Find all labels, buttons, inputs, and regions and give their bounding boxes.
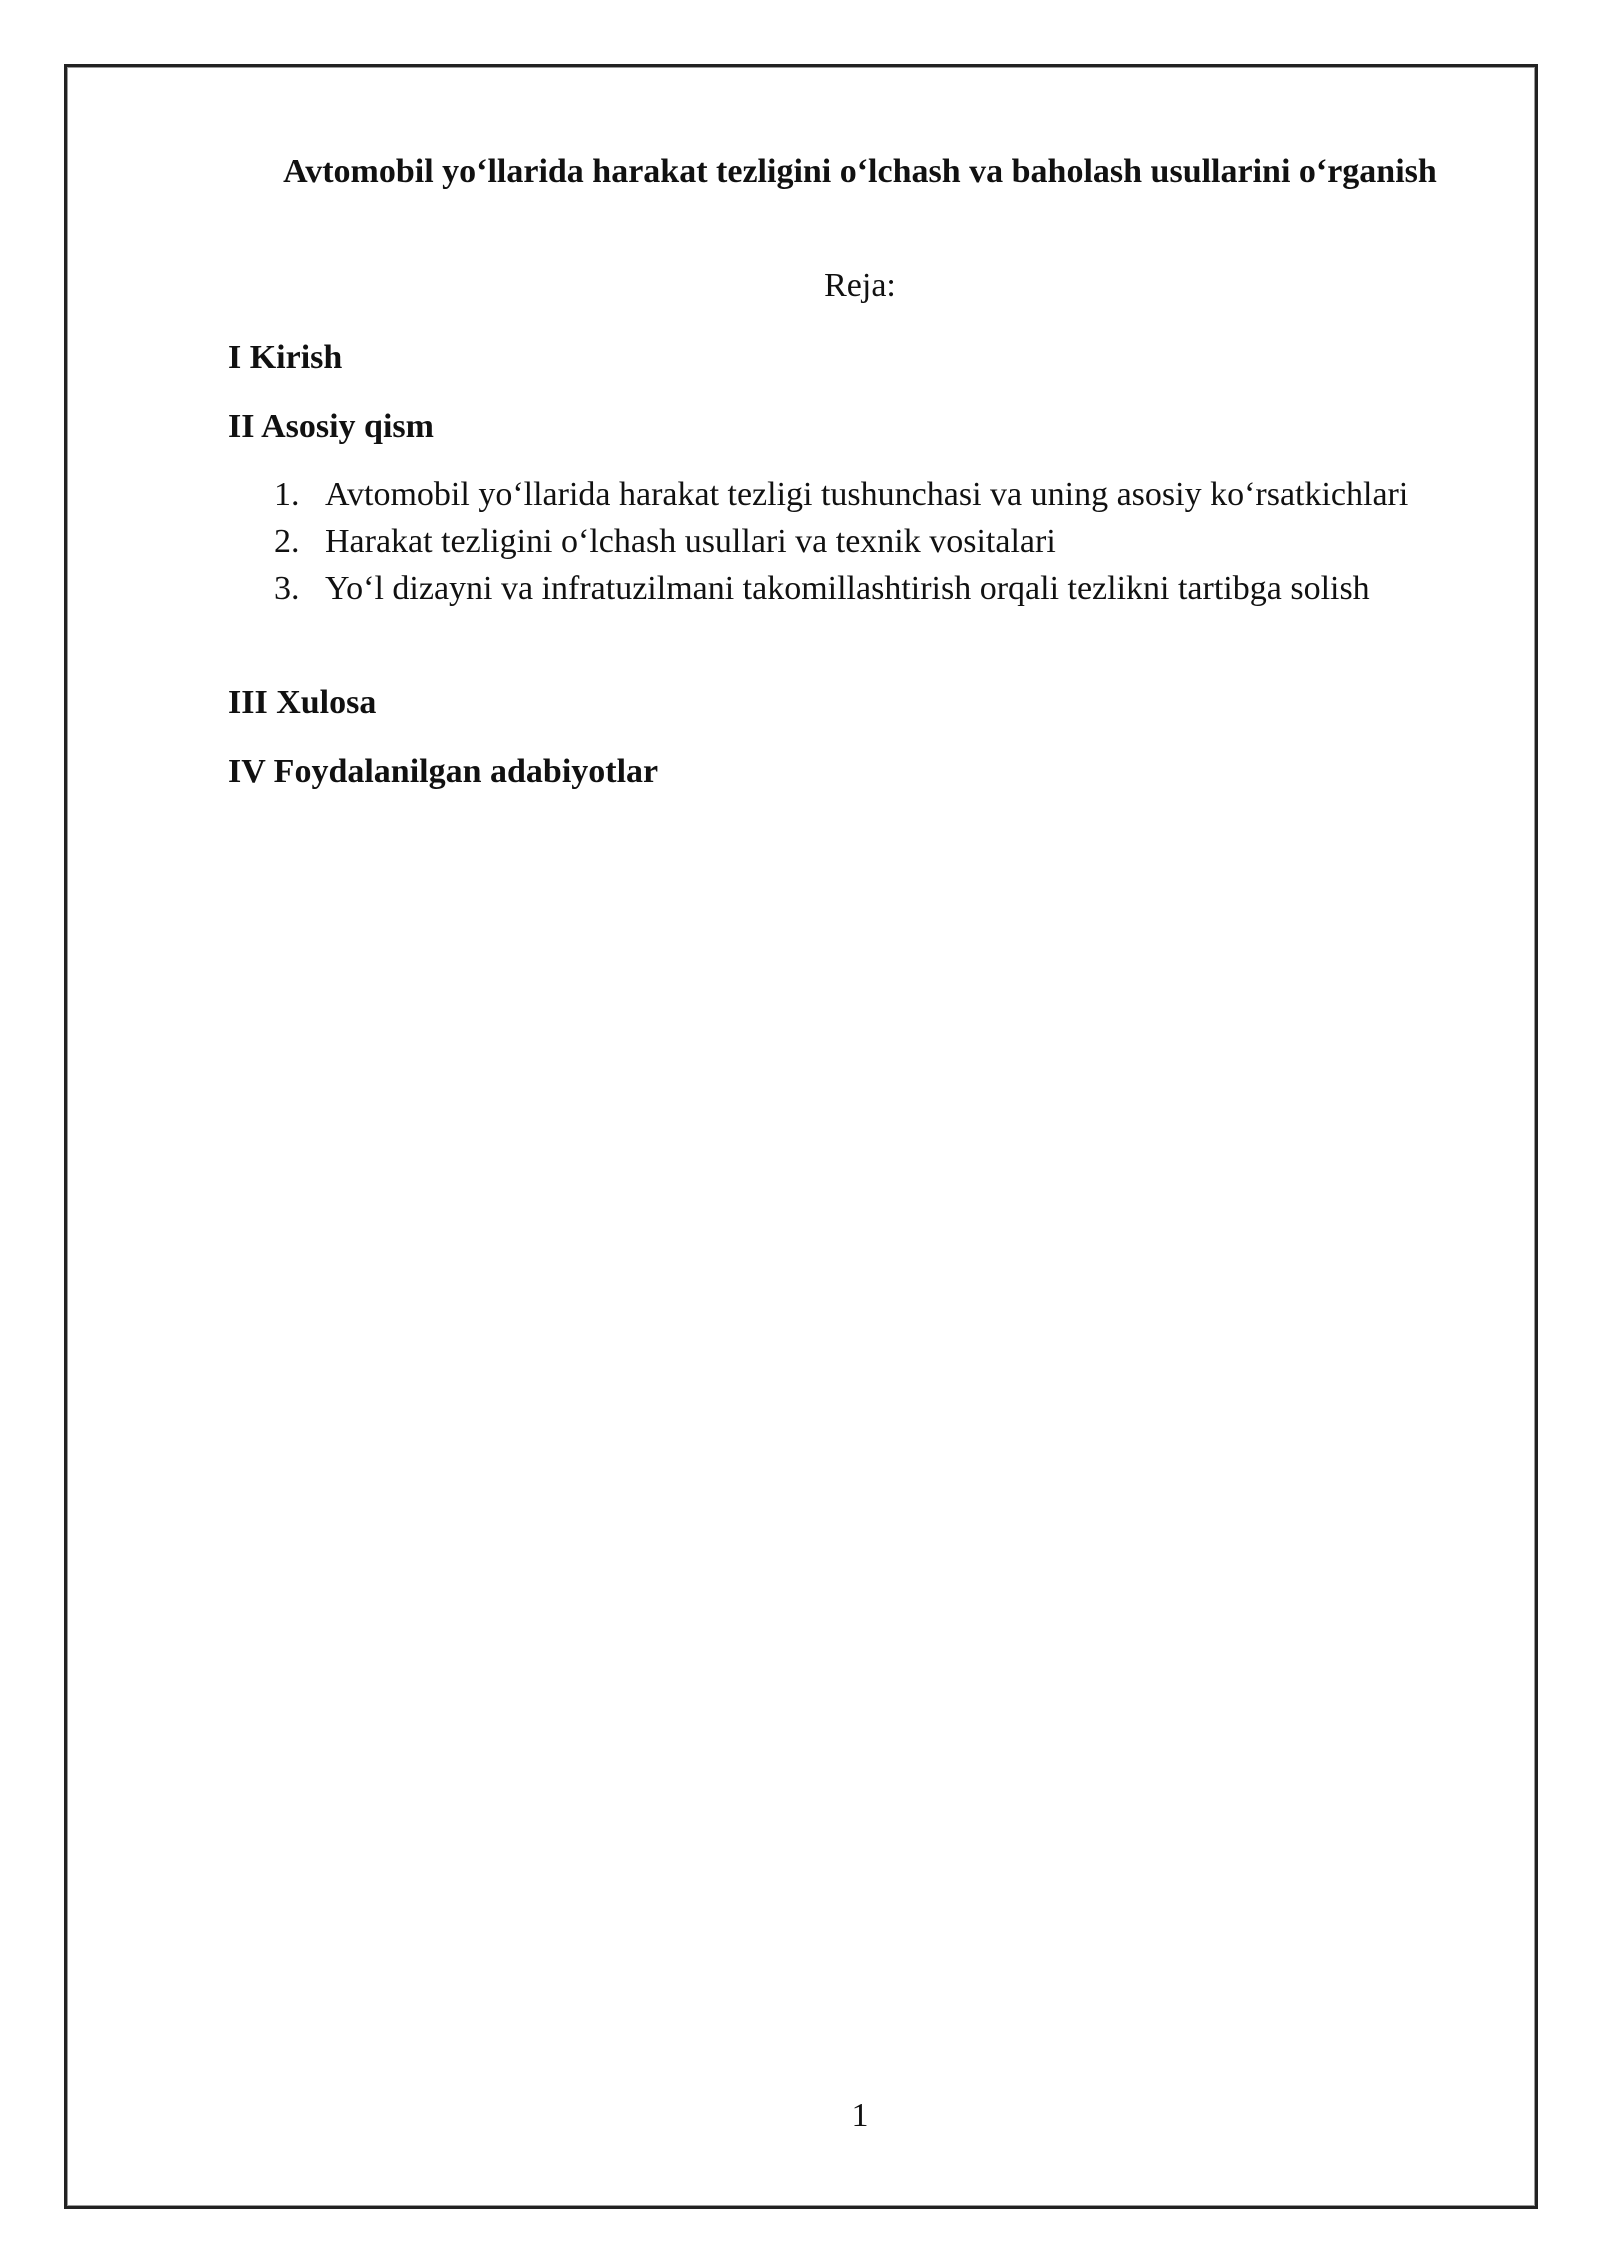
- list-item: [228, 565, 1538, 612]
- list-item-number: 2.: [274, 523, 300, 560]
- section-references: IV Foydalanilgan adabiyotlar: [228, 753, 659, 790]
- page-border: [64, 64, 1538, 2209]
- section-intro: I Kirish: [228, 339, 343, 376]
- list-item-text: Avtomobil yo‘llarida harakat tezligi tushunchasi va uning asosiy ko‘rsatkichlari: [325, 476, 1409, 513]
- plan-label: Reja:: [824, 267, 896, 304]
- list-item-number: 1.: [274, 476, 300, 513]
- list-item: [228, 518, 1538, 565]
- document-title: Avtomobil yo‘llarida harakat tezligini o‘lchash va baholash usullarini o‘rganish: [283, 153, 1437, 190]
- section-conclusion: III Xulosa: [228, 684, 377, 721]
- list-item-number: 3.: [274, 570, 300, 607]
- subsection-list: [228, 471, 1538, 612]
- page-number: 1: [851, 2097, 869, 2134]
- list-item-text: Harakat tezligini o‘lchash usullari va texnik vositalari: [325, 523, 1056, 560]
- list-item: [228, 471, 1538, 518]
- list-item-text: Yo‘l dizayni va infratuzilmani takomillashtirish orqali tezlikni tartibga solish: [325, 570, 1370, 607]
- section-main: II Asosiy qism: [228, 408, 434, 445]
